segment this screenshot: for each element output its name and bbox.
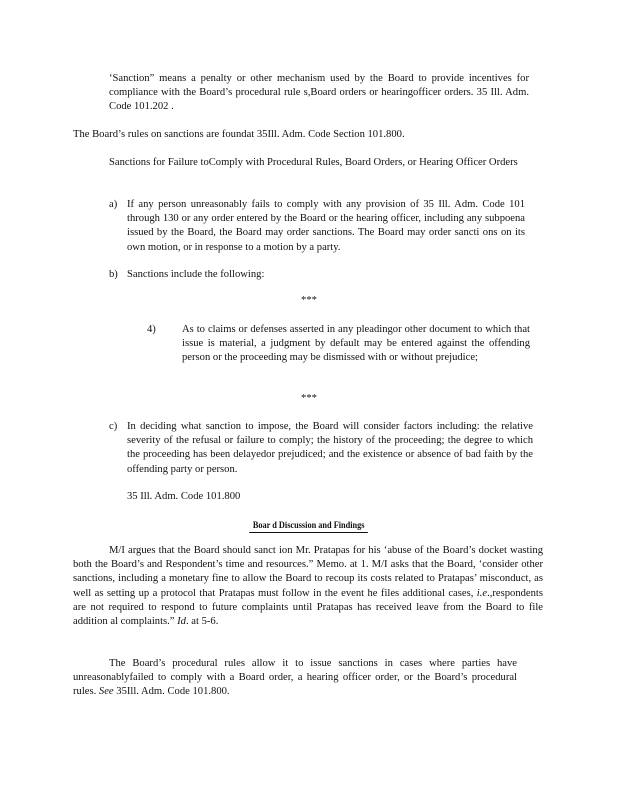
item-c-text: In deciding what sanction to impose, the Board will consider factors including: the relative severity of the refusal or failure to comply; the history of the proceeding; the degree to which the proceeding has been delayedor prejudiced; and the existence or absence of bad faith by the offending party or person. — [127, 421, 533, 475]
rule-citation: 35 Ill. Adm. Code 101.800 — [127, 491, 241, 502]
quoted-rule-title: Sanctions for Failure toComply with Procedural Rules, Board Orders, or Hearing Officer Orders — [109, 157, 518, 168]
ie-abbreviation: i.e — [476, 587, 488, 599]
sanction-definition: ‘Sanction” means a penalty or other mechanism used by the Board to provide incentives for compliance with the Board’s procedural rule s,Board orders or hearingofficer orders. 35 Ill. Adm. Code 101.202 . — [109, 73, 529, 113]
item-4-marker: 4) — [147, 324, 156, 335]
item-a-text: If any person unreasonably fails to comply with any provision of 35 Ill. Adm. Code 101 through 130 or any order entered by the Board or the hearing officer, including any subpoena issued by the Board, the Board may order sanctions. The Board may order sancti ons on its own motion, or in response to a motion by a party. — [127, 199, 525, 253]
item-b-marker: b) — [109, 269, 118, 280]
item-4-text: As to claims or defenses asserted in any pleadingor other document to which that issue is material, a judgment by default may be entered against the offending person or the proceeding may be dismissed with or without prejudice; — [182, 324, 530, 364]
argument-paragraph: M/I argues that the Board should sanct ion Mr. Pratapas for his ‘abuse of the Board’s docket wasting both the Board’s and Respondent’s time and resources.” Memo. at 1. M/I asks that the Board, ‘consider other sanctions, including a monetary fine to allow the Board to recoup its costs related to Pratapas’ misconduct, as well as setting up a protocol that Pratapas must follow in the event he files additional cases, i.e.,respondents are not required to respond to future complaints until Pratapas has received leave from the Board to file addition al complaints.” Id. at 5-6. — [73, 545, 543, 628]
item-c-marker: c) — [109, 421, 118, 432]
item-b-text: Sanctions include the following: — [127, 269, 265, 280]
item-a-marker: a) — [109, 199, 118, 210]
section-heading: Boar d Discussion and Findings — [0, 519, 618, 533]
rules-location-sentence: The Board’s rules on sanctions are foundat 35Ill. Adm. Code Section 101.800. — [73, 129, 405, 140]
rules-paragraph: The Board’s procedural rules allow it to issue sanctions in cases where parties have unreasonablyfailed to comply with a Board order, a hearing officer order, or the Board’s procedural rules. See 35Ill. Adm. Code 101.800. — [73, 658, 517, 698]
see-citation-signal: See — [98, 686, 114, 698]
omission-asterisks-2: *** — [301, 393, 317, 404]
id-citation-signal: Id — [177, 616, 186, 628]
omission-asterisks-1: *** — [301, 295, 317, 306]
